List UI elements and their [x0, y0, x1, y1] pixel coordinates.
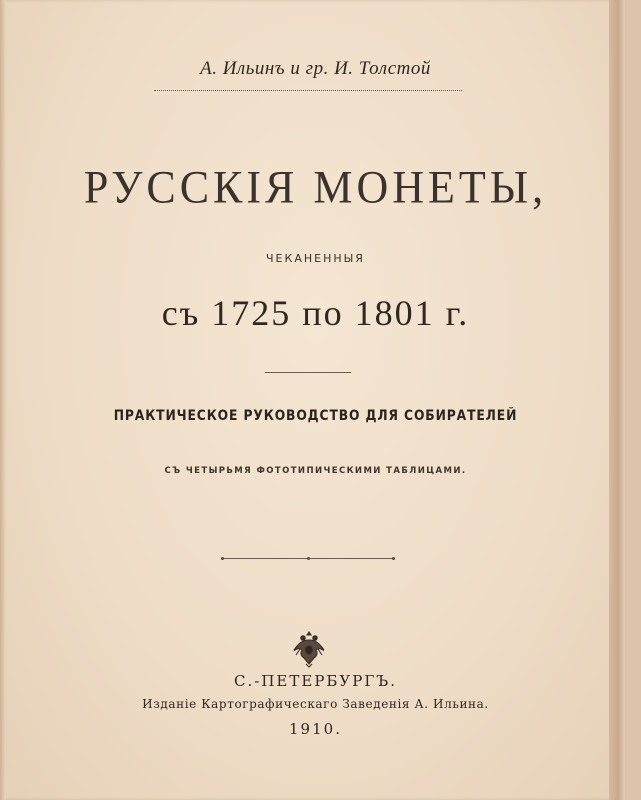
divider-rule	[265, 372, 351, 373]
title-page	[6, 0, 625, 800]
date-range-line: съ 1725 по 1801 г.	[161, 293, 470, 333]
guide-title: ПРАКТИЧЕСКОЕ РУКОВОДСТВО ДЛЯ СОБИРАТЕЛЕЙ	[113, 408, 518, 424]
subtitle-small: ЧЕКАНЕННЫЯ	[266, 252, 365, 265]
publisher-line: Изданіе Картографическаго Заведенія А. Ильина.	[142, 697, 489, 711]
year-line: 1910.	[289, 720, 342, 738]
dotted-divider-rule	[221, 558, 395, 559]
tables-note: СЪ ЧЕТЫРЬМЯ ФОТОТИПИЧЕСКИМИ ТАБЛИЦАМИ.	[164, 466, 467, 476]
double-headed-eagle-icon	[292, 628, 326, 668]
authors-line: А. Ильинъ и гр. И. Толстой	[200, 58, 431, 79]
main-title: РУССКІЯ МОНЕТЫ,	[83, 161, 548, 214]
city-line: С.-ПЕТЕРБУРГЪ.	[234, 672, 397, 690]
authors-underline	[154, 90, 462, 91]
